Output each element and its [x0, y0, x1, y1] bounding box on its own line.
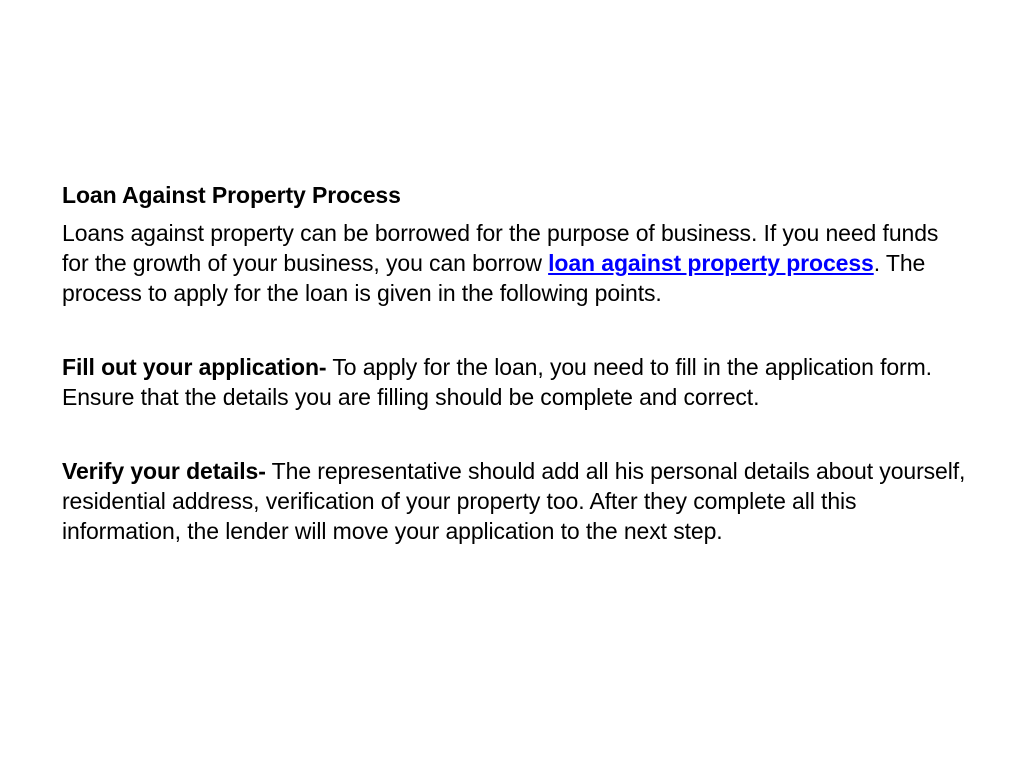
step-lead-application: Fill out your application- — [62, 354, 327, 380]
intro-text-before-link: Loans against property can be borrowed for the purpose of business. If you need funds for the growth of your business, you can borrow — [62, 220, 939, 276]
step-paragraph-verify — [62, 456, 967, 546]
loan-against-property-link[interactable]: loan against property process — [548, 250, 874, 276]
intro-paragraph — [62, 218, 967, 308]
document-body — [62, 180, 967, 590]
step-paragraph-application — [62, 352, 967, 412]
step-lead-verify: Verify your details- — [62, 458, 266, 484]
step-text-verify: The representative should add all his personal details about yourself, residential address, verification of your property too. After they complete all this information, the lender will move your application to the next step. — [62, 458, 966, 544]
intro-text-after-link: . The process to apply for the loan is given in the following points. — [62, 250, 926, 306]
page-title: Loan Against Property Process — [62, 182, 401, 208]
step-text-application: To apply for the loan, you need to fill in the application form. Ensure that the details you are filling should be complete and correct. — [62, 354, 932, 410]
